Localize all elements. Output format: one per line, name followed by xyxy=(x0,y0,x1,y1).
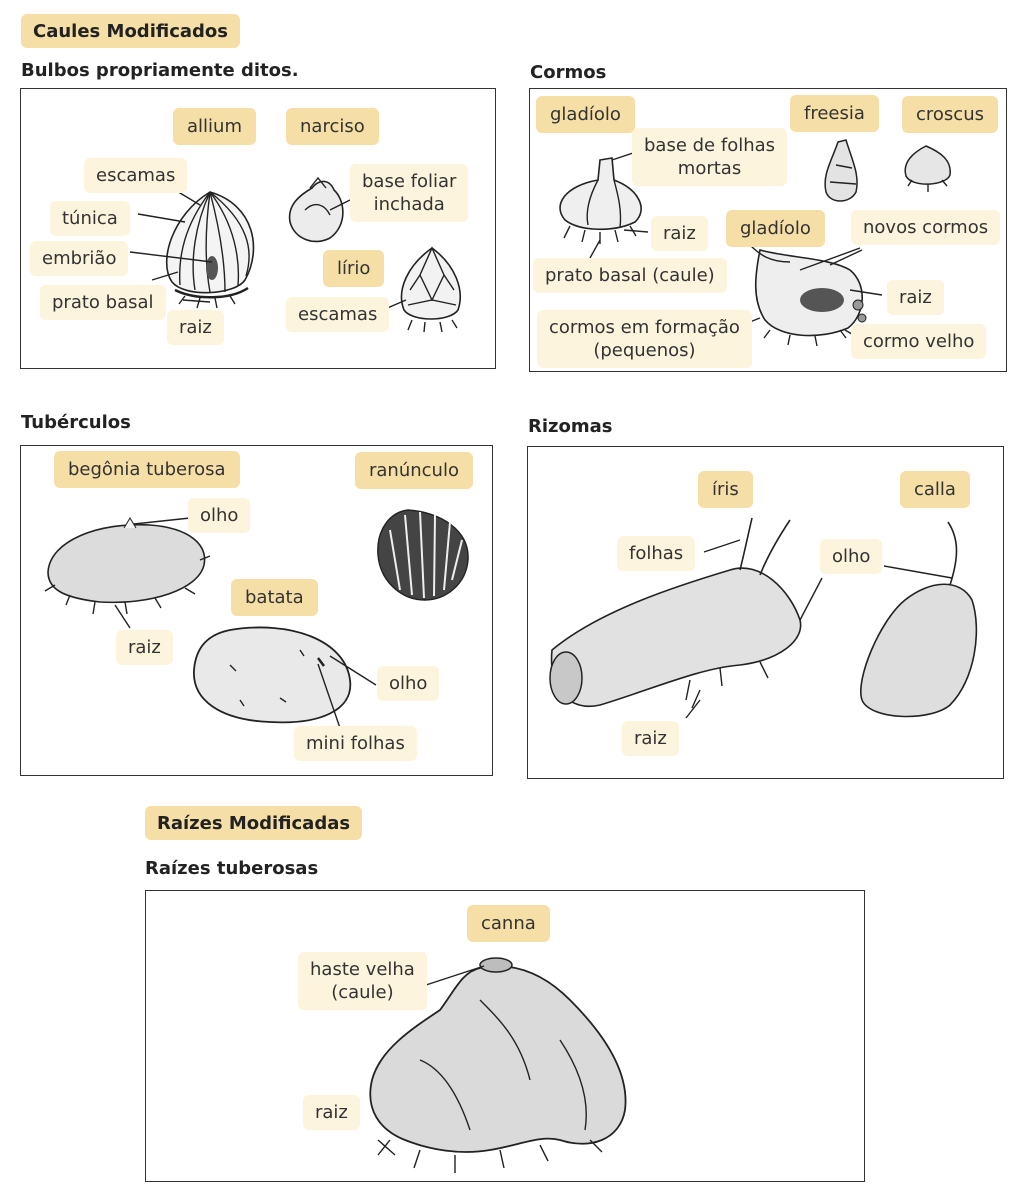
title-tuberculos: Tubérculos xyxy=(21,412,131,433)
label-folhas: folhas xyxy=(617,536,695,571)
label-raiz-rizoma: raiz xyxy=(622,721,679,756)
label-prato-basal-caule: prato basal (caule) xyxy=(533,258,727,293)
label-cormo-velho: cormo velho xyxy=(851,324,986,359)
label-raiz-begonia: raiz xyxy=(116,630,173,665)
label-olho-rizoma: olho xyxy=(820,539,882,574)
title-rizomas: Rizomas xyxy=(528,416,613,437)
name-batata: batata xyxy=(231,579,318,616)
label-olho-begonia: olho xyxy=(188,498,250,533)
label-novos-cormos: novos cormos xyxy=(851,210,1000,245)
label-prato-basal: prato basal xyxy=(40,285,166,320)
label-tunica: túnica xyxy=(50,201,130,236)
name-freesia: freesia xyxy=(790,95,879,132)
label-mini-folhas: mini folhas xyxy=(294,726,417,761)
label-base-de-folhas-mortas: base de folhas mortas xyxy=(632,128,787,186)
name-calla: calla xyxy=(900,471,970,508)
label-raiz-canna: raiz xyxy=(303,1095,360,1130)
name-lirio: lírio xyxy=(323,250,384,287)
label-raiz: raiz xyxy=(167,310,224,345)
name-narciso: narciso xyxy=(286,108,379,145)
name-begonia-tuberosa: begônia tuberosa xyxy=(54,451,240,488)
name-gladiolo-2: gladíolo xyxy=(726,210,825,247)
label-escamas: escamas xyxy=(84,158,187,193)
label-raiz-cormos: raiz xyxy=(651,216,708,251)
header-raizes-modificadas: Raízes Modificadas xyxy=(145,806,362,840)
label-escamas-lirio: escamas xyxy=(286,297,389,332)
title-bulbos: Bulbos propriamente ditos. xyxy=(21,60,299,81)
name-gladiolo: gladíolo xyxy=(536,96,635,133)
name-canna: canna xyxy=(467,905,550,942)
label-raiz-cormos-2: raiz xyxy=(887,280,944,315)
label-cormos-em-formacao: cormos em formação (pequenos) xyxy=(537,310,752,368)
name-allium: allium xyxy=(173,108,256,145)
name-croscus: croscus xyxy=(902,96,998,133)
label-embriao: embrião xyxy=(30,241,128,276)
title-raizes-tuberosas: Raízes tuberosas xyxy=(145,858,319,879)
label-haste-velha-caule: haste velha (caule) xyxy=(298,952,427,1010)
label-olho-batata: olho xyxy=(377,666,439,701)
name-iris: íris xyxy=(698,471,753,508)
header-caules-modificados: Caules Modificados xyxy=(21,14,240,48)
name-ranunculo: ranúnculo xyxy=(355,452,473,489)
label-base-foliar-inchada: base foliar inchada xyxy=(350,164,468,222)
title-cormos: Cormos xyxy=(530,62,607,83)
